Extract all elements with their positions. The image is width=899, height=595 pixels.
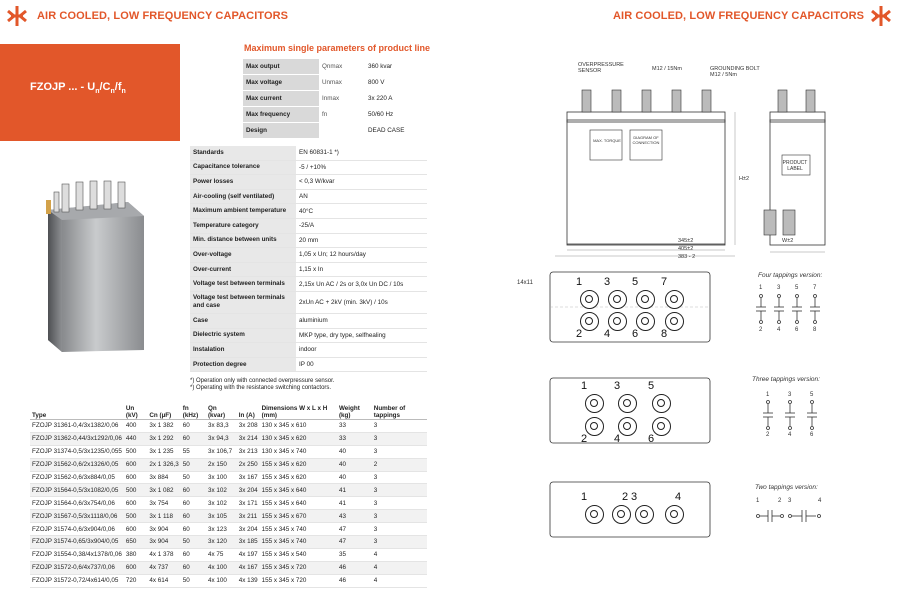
terminal-icon: [665, 505, 684, 524]
terminal-icon: [585, 417, 604, 436]
terminal-label: 2: [576, 328, 583, 340]
product-cell: 3x 904: [147, 523, 180, 536]
product-cell: 130 x 345 x 610: [260, 420, 337, 433]
capacitor-symbol-icon: [762, 400, 774, 430]
terminal-icon: [580, 312, 599, 331]
max-param-symbol: fn: [319, 107, 365, 123]
product-cell: FZOJP 31554-0,38/4x1378/0,06: [30, 548, 124, 561]
standard-label: Maximum ambient temperature: [190, 204, 296, 219]
max-param-value: 50/60 Hz: [365, 107, 425, 123]
product-cell: 500: [124, 510, 148, 523]
product-cell: 41: [337, 484, 372, 497]
max-param-value: 800 V: [365, 75, 425, 91]
terminal-icon: [608, 312, 627, 331]
company-logo-icon: [6, 5, 28, 27]
standard-value: IP 00: [296, 357, 427, 372]
product-cell: 3x 102: [206, 497, 237, 510]
product-cell: 155 x 345 x 720: [260, 574, 337, 587]
product-cell: 3: [372, 484, 427, 497]
thread-label: M12 / 15Nm: [652, 66, 682, 72]
tapping-number: 6: [795, 327, 799, 333]
product-cell: 3: [372, 510, 427, 523]
tapping-number: 1: [759, 285, 763, 291]
max-param-symbol: Qnmax: [319, 59, 365, 75]
standard-value: 1,05 x Un; 12 hours/day: [296, 248, 427, 263]
product-cell: 4x 167: [237, 561, 260, 574]
product-cell: 4x 100: [206, 574, 237, 587]
product-cell: FZOJP 31362-0,44/3x1292/0,06: [30, 432, 124, 445]
standard-label: Power losses: [190, 175, 296, 190]
standard-value: -25/A: [296, 218, 427, 233]
product-cell: FZOJP 31564-0,6/3x754/0,06: [30, 497, 124, 510]
tapping-number: 7: [813, 285, 817, 291]
standard-row: [190, 291, 427, 313]
max-params-title: Maximum single parameters of product line: [244, 43, 431, 53]
standard-label: Instalation: [190, 343, 296, 358]
product-column-header: Dimensions W x L x H (mm): [260, 397, 337, 420]
standard-value: < 0,3 W/kvar: [296, 175, 427, 190]
terminal-label: 7: [661, 276, 668, 288]
product-cell: 3x 1 118: [147, 510, 180, 523]
standard-row: [190, 175, 427, 190]
product-cell: 2: [372, 458, 427, 471]
product-label: PRODUCT LABEL: [782, 160, 808, 172]
product-banner: [0, 44, 180, 141]
capacitor-series-icon: [752, 506, 832, 526]
product-cell: FZOJP 31574-0,65/3x904/0,05: [30, 536, 124, 549]
terminal-label: 8: [661, 328, 668, 340]
product-cell: 33: [337, 432, 372, 445]
product-cell: 3x 83,3: [206, 420, 237, 433]
product-cell: 4: [372, 574, 427, 587]
terminal-icon: [580, 290, 599, 309]
terminal-icon: [636, 312, 655, 331]
product-cell: 4x 1 378: [147, 548, 180, 561]
product-cell: 4: [372, 561, 427, 574]
product-cell: FZOJP 31572-0,6/4x737/0,06: [30, 561, 124, 574]
tapping-number: 4: [777, 327, 781, 333]
tapping-number: 8: [813, 327, 817, 333]
product-cell: 60: [181, 484, 206, 497]
product-cell: 3x 884: [147, 471, 180, 484]
product-cell: 4x 139: [237, 574, 260, 587]
product-cell: 46: [337, 561, 372, 574]
terminal-label: 2: [581, 433, 588, 445]
product-cell: 60: [181, 497, 206, 510]
product-cell: 3: [372, 432, 427, 445]
terminal-label: 4: [604, 328, 611, 340]
dim-label: W±2: [782, 238, 794, 244]
product-cell: 3: [372, 445, 427, 458]
product-cell: 3: [372, 536, 427, 549]
product-column-header: Un (kV): [124, 397, 148, 420]
standard-row: [190, 262, 427, 277]
tapping-number: 1: [756, 498, 760, 504]
tapping-number: 3: [788, 392, 792, 398]
standard-value: EN 60831-1 *): [296, 146, 427, 160]
product-cell: 60: [181, 432, 206, 445]
standard-value: 2,15x Un AC / 2s or 3,0x Un DC / 10s: [296, 277, 427, 292]
max-param-label: Max frequency: [243, 107, 319, 123]
product-cell: 155 x 345 x 740: [260, 536, 337, 549]
product-cell: 55: [181, 445, 206, 458]
terminal-icon: [585, 394, 604, 413]
product-cell: 3x 211: [237, 510, 260, 523]
terminal-label: 3: [631, 491, 638, 503]
tapping-number: 1: [766, 392, 770, 398]
tapping-number: 5: [810, 392, 814, 398]
product-cell: 155 x 345 x 670: [260, 510, 337, 523]
tapping-number: 5: [795, 285, 799, 291]
capacitor-symbol-icon: [791, 294, 803, 324]
terminal-icon: [636, 290, 655, 309]
max-param-value: 360 kvar: [365, 59, 425, 75]
product-cell: 600: [124, 523, 148, 536]
product-cell: 600: [124, 497, 148, 510]
terminal-label: 5: [648, 380, 655, 392]
standard-label: Over-voltage: [190, 248, 296, 263]
terminal-icon: [618, 417, 637, 436]
product-row: [30, 523, 427, 536]
product-row: [30, 445, 427, 458]
product-cell: 60: [181, 420, 206, 433]
product-cell: 2x 250: [237, 458, 260, 471]
product-cell: 3x 171: [237, 497, 260, 510]
product-cell: 380: [124, 548, 148, 561]
product-row: [30, 471, 427, 484]
dim-label: 14x11: [517, 280, 533, 286]
product-cell: 3x 214: [237, 432, 260, 445]
standard-label: Over-current: [190, 262, 296, 277]
max-param-label: Max voltage: [243, 75, 319, 91]
product-cell: 600: [124, 561, 148, 574]
product-cell: 3x 120: [206, 536, 237, 549]
side-view-drawing: [520, 60, 899, 260]
standard-label: Capacitance tolerance: [190, 160, 296, 175]
product-cell: FZOJP 31574-0,6/3x904/0,06: [30, 523, 124, 536]
standard-value: 20 mm: [296, 233, 427, 248]
product-cell: 3x 105: [206, 510, 237, 523]
product-row: [30, 497, 427, 510]
product-cell: 4x 737: [147, 561, 180, 574]
product-cell: 130 x 345 x 620: [260, 432, 337, 445]
product-cell: 3x 167: [237, 471, 260, 484]
tapping-number: 4: [818, 498, 822, 504]
product-cell: 2x 150: [206, 458, 237, 471]
max-param-row: [243, 91, 425, 107]
dim-label: 405±2: [678, 246, 694, 252]
terminal-label: 1: [581, 380, 588, 392]
max-torque-label: MAX. TORQUE: [593, 138, 621, 143]
product-cell: 43: [337, 510, 372, 523]
tapping-number: 6: [810, 432, 814, 438]
product-column-header: Cn (µF): [147, 397, 180, 420]
terminal-label: 3: [604, 276, 611, 288]
product-cell: 155 x 345 x 540: [260, 548, 337, 561]
product-cell: 600: [124, 458, 148, 471]
product-cell: 3x 1 292: [147, 432, 180, 445]
product-cell: 3x 904: [147, 536, 180, 549]
tapping-number: 2: [759, 327, 763, 333]
product-cell: 3x 185: [237, 536, 260, 549]
terminal-label: 1: [581, 491, 588, 503]
product-cell: 2x 1 326,3: [147, 458, 180, 471]
product-row: [30, 484, 427, 497]
max-params-table: [243, 58, 425, 138]
standard-value: aluminium: [296, 313, 427, 328]
product-cell: 40: [337, 471, 372, 484]
standard-row: [190, 277, 427, 292]
product-row: [30, 510, 427, 523]
terminal-icon: [635, 505, 654, 524]
tapping-number: 2: [778, 498, 782, 504]
product-column-header: In (A): [237, 397, 260, 420]
footnote: *) Operation only with connected overpressure sensor.: [190, 378, 335, 384]
terminal-icon: [618, 394, 637, 413]
product-cell: 155 x 345 x 620: [260, 471, 337, 484]
product-cell: 60: [181, 510, 206, 523]
product-cell: 155 x 345 x 740: [260, 523, 337, 536]
max-param-symbol: Unmax: [319, 75, 365, 91]
terminal-icon: [665, 290, 684, 309]
product-cell: 3: [372, 497, 427, 510]
header-left-title: AIR COOLED, LOW FREQUENCY CAPACITORS: [37, 10, 289, 22]
product-cell: FZOJP 31567-0,5/3x1118/0,06: [30, 510, 124, 523]
standard-row: [190, 146, 427, 160]
tappings-four-title: Four tappings version:: [758, 272, 823, 279]
product-column-header: Type: [30, 397, 124, 420]
product-cell: FZOJP 31361-0,4/3x1382/0,06: [30, 420, 124, 433]
standard-label: Temperature category: [190, 218, 296, 233]
product-table: [30, 397, 427, 588]
capacitor-symbol-icon: [755, 294, 767, 324]
product-cell: 47: [337, 523, 372, 536]
product-cell: 4x 100: [206, 561, 237, 574]
product-cell: 400: [124, 420, 148, 433]
footnote: *) Operating with the resistance switching contactors.: [190, 385, 332, 391]
standard-value: MKP type, dry type, selfhealing: [296, 328, 427, 343]
product-row: [30, 536, 427, 549]
header-right-title: AIR COOLED, LOW FREQUENCY CAPACITORS: [613, 10, 865, 22]
terminal-label: 1: [576, 276, 583, 288]
standard-row: [190, 160, 427, 175]
product-cell: 155 x 345 x 620: [260, 458, 337, 471]
product-cell: FZOJP 31562-0,6/2x1326/0,05: [30, 458, 124, 471]
product-cell: 3x 204: [237, 484, 260, 497]
diagram-label: DIAGRAM OF CONNECTION: [632, 135, 660, 145]
max-param-row: [243, 107, 425, 123]
product-cell: FZOJP 31562-0,6/3x884/0,05: [30, 471, 124, 484]
standards-table: [190, 146, 427, 372]
product-cell: 500: [124, 484, 148, 497]
terminal-icon: [652, 417, 671, 436]
terminal-icon: [585, 505, 604, 524]
capacitor-symbol-icon: [806, 400, 818, 430]
terminal-label: 4: [675, 491, 682, 503]
tappings-two-title: Two tappings version:: [755, 484, 818, 491]
footnotes: [190, 378, 334, 392]
grounding-label: GROUNDING BOLT M12 / 5Nm: [710, 66, 760, 78]
company-logo-icon: [870, 5, 892, 27]
product-cell: 40: [337, 458, 372, 471]
product-cell: 720: [124, 574, 148, 587]
capacitor-symbol-icon: [784, 400, 796, 430]
product-cell: 130 x 345 x 740: [260, 445, 337, 458]
product-cell: 3: [372, 420, 427, 433]
tapping-number: 3: [788, 498, 792, 504]
product-cell: 3x 1 235: [147, 445, 180, 458]
product-cell: 50: [181, 574, 206, 587]
max-param-row: [243, 75, 425, 91]
product-series-title: FZOJP ... - $U_n/C_n/f_n$: [30, 81, 126, 96]
product-cell: 3: [372, 523, 427, 536]
product-header-row: [30, 397, 427, 420]
top-view-four: [540, 262, 720, 357]
tapping-number: 2: [766, 432, 770, 438]
product-cell: 3x 213: [237, 445, 260, 458]
product-row: [30, 432, 427, 445]
standard-row: [190, 328, 427, 343]
product-cell: 3: [372, 471, 427, 484]
product-cell: 4x 197: [237, 548, 260, 561]
product-cell: FZOJP 31374-0,5/3x1235/0,055: [30, 445, 124, 458]
standard-label: Air-cooling (self ventilated): [190, 189, 296, 204]
product-column-header: Qn (kvar): [206, 397, 237, 420]
standard-label: Min. distance between units: [190, 233, 296, 248]
standard-value: -5 / +10%: [296, 160, 427, 175]
standard-row: [190, 343, 427, 358]
terminal-icon: [665, 312, 684, 331]
max-param-value: DEAD CASE: [365, 123, 425, 139]
standard-value: indoor: [296, 343, 427, 358]
terminal-label: 3: [614, 380, 621, 392]
product-cell: 500: [124, 445, 148, 458]
standard-row: [190, 357, 427, 372]
standard-value: 1,15 x In: [296, 262, 427, 277]
product-cell: 3x 106,7: [206, 445, 237, 458]
capacitor-symbol-icon: [809, 294, 821, 324]
terminal-label: 6: [648, 433, 655, 445]
product-cell: 60: [181, 548, 206, 561]
standard-label: Voltage test between terminals and case: [190, 291, 296, 313]
standard-row: [190, 189, 427, 204]
product-cell: 46: [337, 574, 372, 587]
max-param-label: Max current: [243, 91, 319, 107]
product-cell: 4x 614: [147, 574, 180, 587]
product-cell: 40: [337, 445, 372, 458]
product-cell: 3x 94,3: [206, 432, 237, 445]
product-cell: 35: [337, 548, 372, 561]
standard-row: [190, 218, 427, 233]
product-cell: 33: [337, 420, 372, 433]
standard-value: 40°C: [296, 204, 427, 219]
overpressure-label: OVERPRESSURE SENSOR: [578, 62, 624, 74]
capacitor-symbol-icon: [773, 294, 785, 324]
max-param-label: Design: [243, 123, 319, 139]
terminal-label: 6: [632, 328, 639, 340]
standard-row: [190, 204, 427, 219]
product-cell: 4: [372, 548, 427, 561]
product-row: [30, 458, 427, 471]
tappings-three-title: Three tappings version:: [752, 376, 820, 383]
product-row: [30, 561, 427, 574]
dim-label: 345±2: [678, 238, 694, 244]
product-cell: FZOJP 31572-0,72/4x614/0,05: [30, 574, 124, 587]
product-cell: 60: [181, 561, 206, 574]
product-cell: 3x 102: [206, 484, 237, 497]
product-cell: 47: [337, 536, 372, 549]
product-row: [30, 548, 427, 561]
max-param-row: [243, 59, 425, 75]
dim-label: H±2: [739, 176, 750, 182]
product-cell: 41: [337, 497, 372, 510]
product-cell: 50: [181, 471, 206, 484]
standard-value: AN: [296, 189, 427, 204]
standard-label: Voltage test between terminals: [190, 277, 296, 292]
dim-label: 383 - 2: [678, 254, 696, 260]
standard-label: Protection degree: [190, 357, 296, 372]
terminal-icon: [652, 394, 671, 413]
product-cell: 3x 100: [206, 471, 237, 484]
product-column-header: Number of tappings: [372, 397, 427, 420]
product-cell: 440: [124, 432, 148, 445]
terminal-label: 4: [614, 433, 621, 445]
standard-value: 2xUn AC + 2kV (min. 3kV) / 10s: [296, 291, 427, 313]
product-cell: 600: [124, 471, 148, 484]
standard-row: [190, 248, 427, 263]
product-cell: 650: [124, 536, 148, 549]
tapping-number: 4: [788, 432, 792, 438]
terminal-label: 5: [632, 276, 639, 288]
product-cell: 155 x 345 x 720: [260, 561, 337, 574]
capacitor-photo: [40, 180, 150, 355]
standard-label: Case: [190, 313, 296, 328]
terminal-label: 2: [622, 491, 629, 503]
max-param-value: 3x 220 A: [365, 91, 425, 107]
standard-label: Standards: [190, 146, 296, 160]
product-cell: 155 x 345 x 640: [260, 484, 337, 497]
product-cell: 4x 75: [206, 548, 237, 561]
product-cell: FZOJP 31564-0,5/3x1082/0,05: [30, 484, 124, 497]
standard-label: Dielectric system: [190, 328, 296, 343]
product-column-header: Weight (kg): [337, 397, 372, 420]
product-cell: 3x 208: [237, 420, 260, 433]
tapping-number: 3: [777, 285, 781, 291]
max-param-symbol: [319, 123, 365, 139]
product-column-header: fn (kHz): [181, 397, 206, 420]
product-cell: 3x 204: [237, 523, 260, 536]
max-param-row: [243, 123, 425, 139]
product-cell: 3x 123: [206, 523, 237, 536]
max-param-symbol: Inmax: [319, 91, 365, 107]
standard-row: [190, 313, 427, 328]
product-cell: 50: [181, 458, 206, 471]
terminal-icon: [608, 290, 627, 309]
product-cell: 3x 1 382: [147, 420, 180, 433]
max-param-label: Max output: [243, 59, 319, 75]
product-cell: 60: [181, 523, 206, 536]
product-row: [30, 574, 427, 587]
product-cell: 155 x 345 x 640: [260, 497, 337, 510]
product-cell: 50: [181, 536, 206, 549]
product-cell: 3x 1 082: [147, 484, 180, 497]
product-cell: 3x 754: [147, 497, 180, 510]
standard-row: [190, 233, 427, 248]
product-row: [30, 420, 427, 433]
terminal-icon: [612, 505, 631, 524]
